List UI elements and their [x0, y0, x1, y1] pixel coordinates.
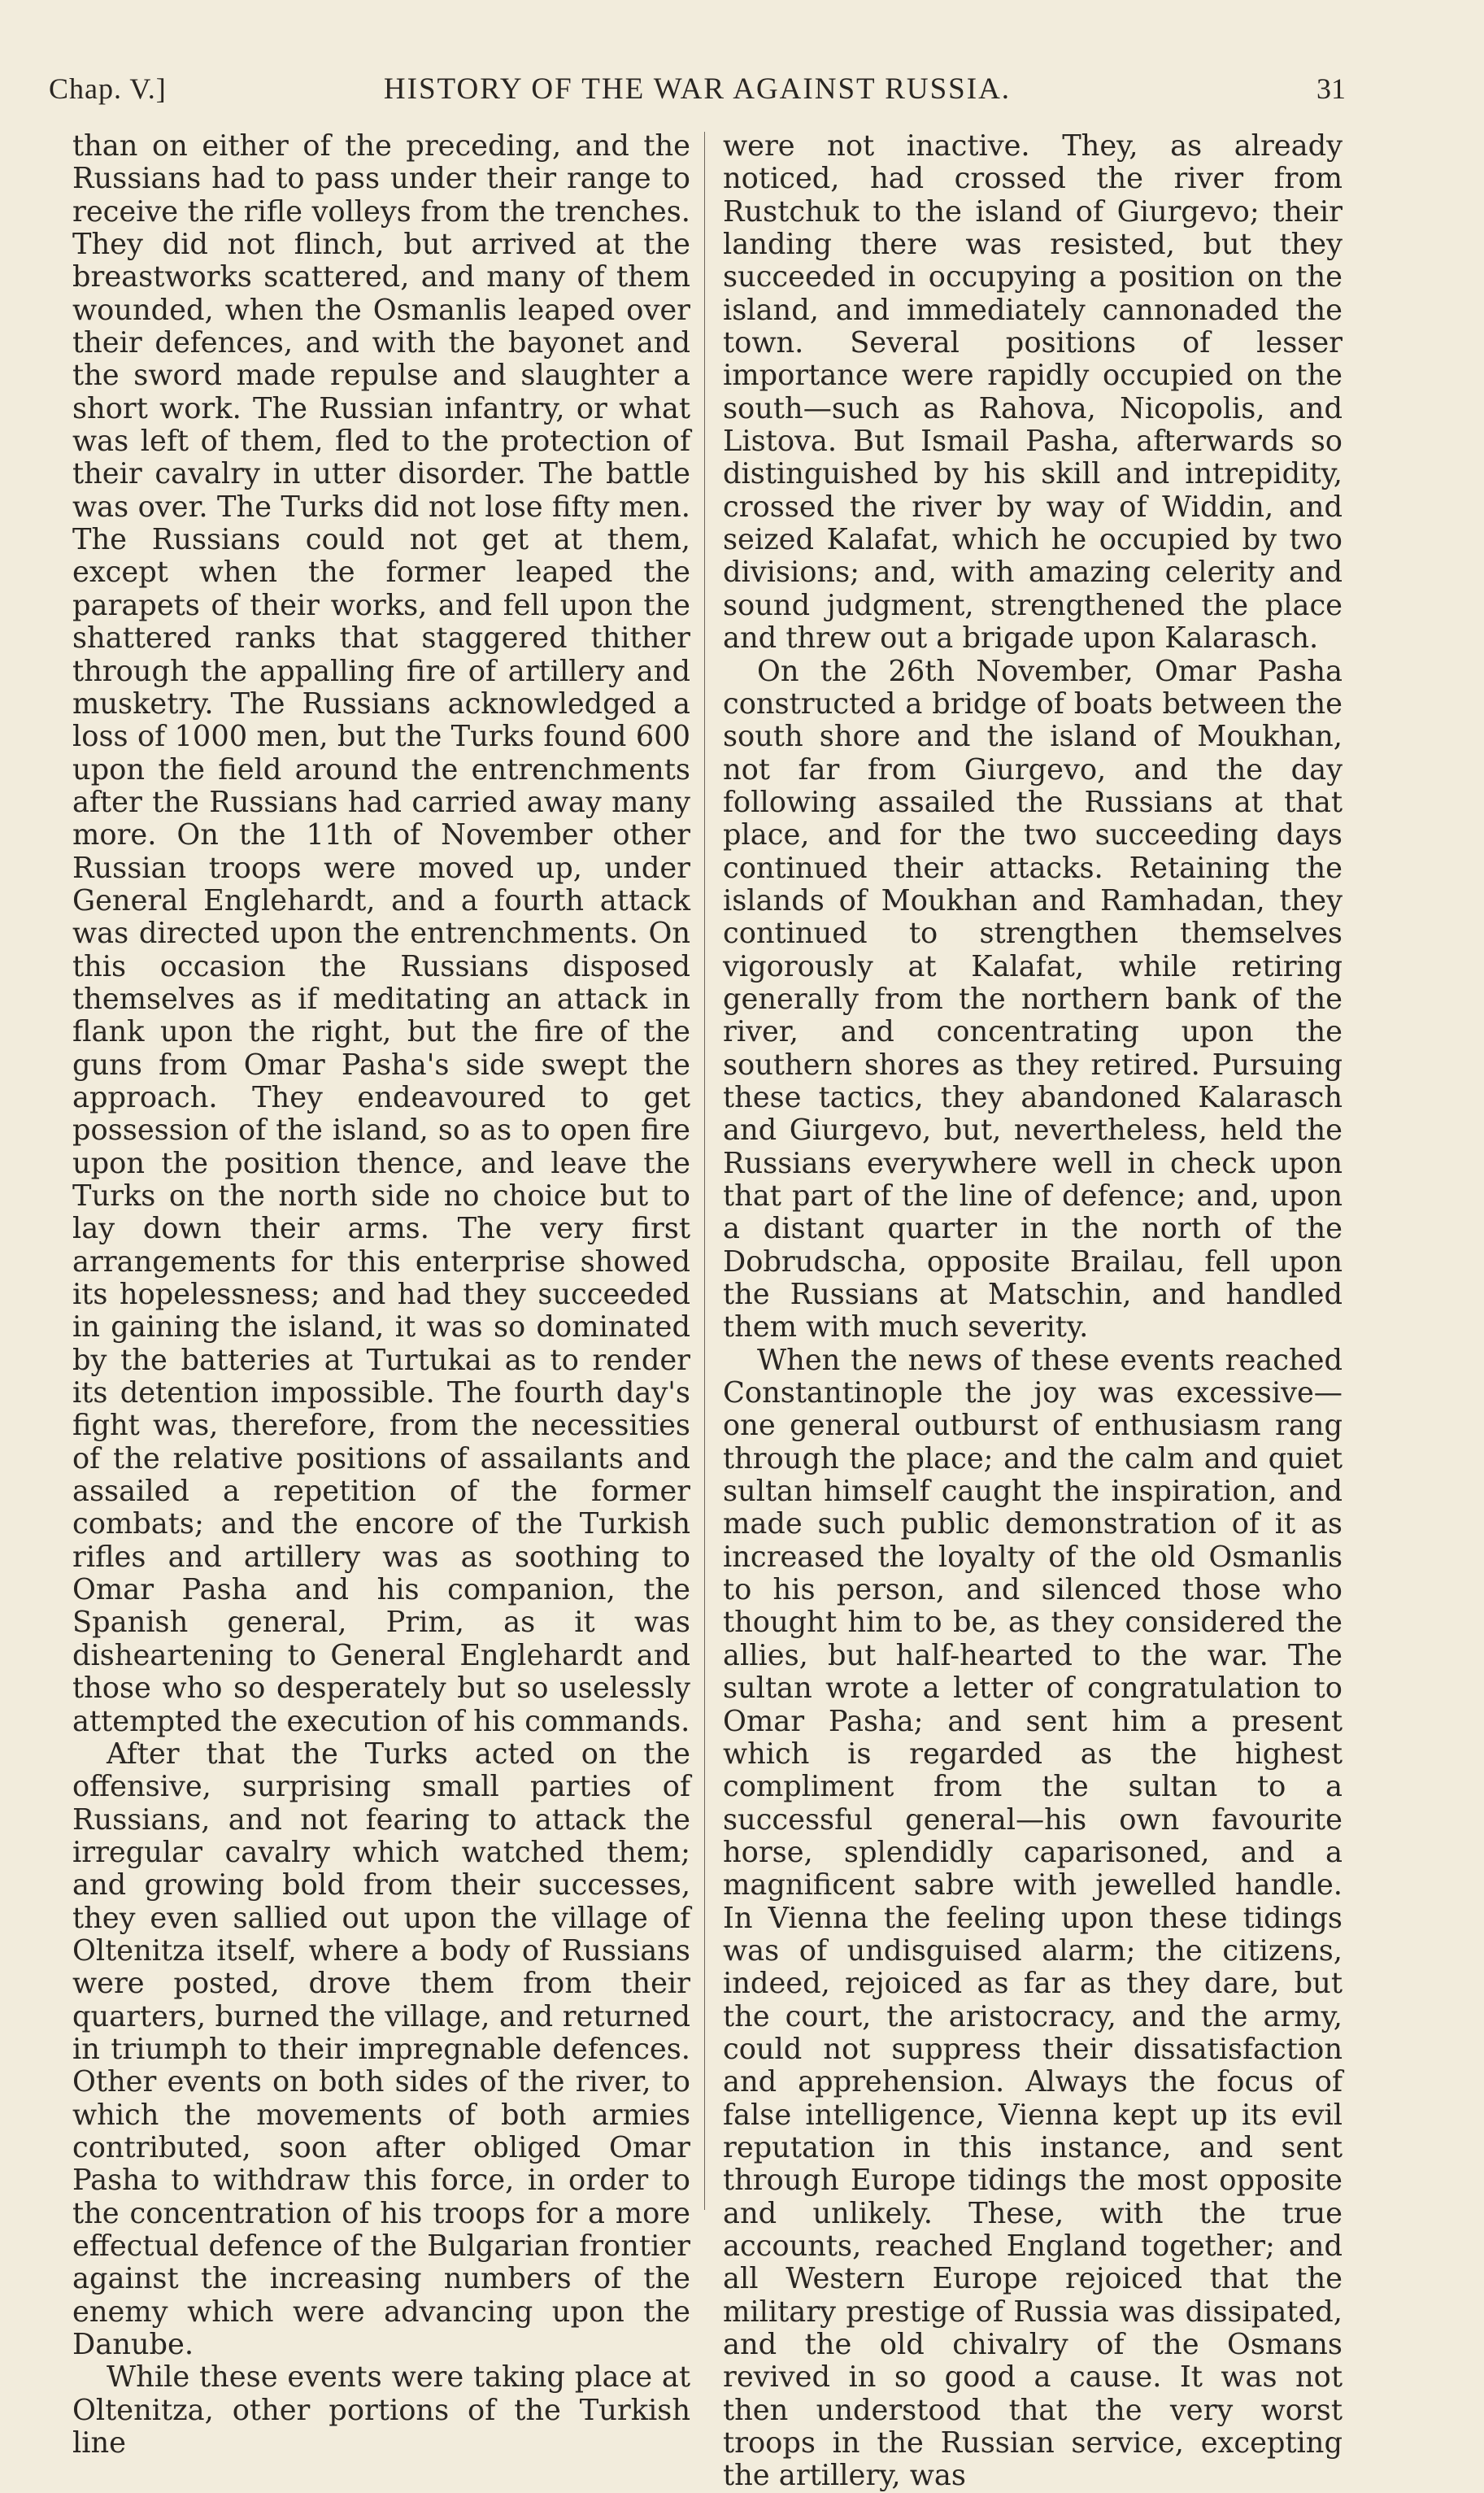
column-divider: [704, 132, 705, 2210]
paragraph: After that the Turks acted on the offensive, surprising small parties of Russians, and not fearing to attack the irregular cavalry which watched them; and growing bold from their successes, they even sallied out upon the village of Oltenitza itself, where a body of Russians were posted, drove them from their quarters, burned the village, and returned in triumph to their impregnable defences. Other events on both sides of the river, to which the movements of both armies contributed, soon after obliged Omar Pasha to withdraw this force, in order to the concentration of his troops for a more effectual defence of the Bulgarian frontier against the increasing numbers of the enemy which were advancing upon the Danube.: [72, 1737, 690, 2362]
paragraph: were not inactive. They, as already noticed, had crossed the river from Rustchuk to the island of Giurgevo; their landing there was resisted, but they succeeded in occupying a position on the island, and immediately cannonaded the town. Several positions of lesser importance were rapidly occupied on the south—such as Rahova, Nicopolis, and Listova. But Ismail Pasha, afterwards so distinguished by his skill and intrepidity, crossed the river by way of Widdin, and seized Kalafat, which he occupied by two divisions; and, with amazing celerity and sound judgment, strengthened the place and threw out a brigade upon Kalarasch.: [723, 129, 1343, 656]
paragraph: On the 26th November, Omar Pasha constructed a bridge of boats between the south shore and the island of Moukhan, not far from Giurgevo, and the day following assailed the Russians at that place, and for the two succeeding days continued their attacks. Retaining the islands of Moukhan and Ramhadan, they continued to strengthen themselves vigorously at Kalafat, while retiring generally from the northern bank of the river, and concentrating upon the southern shores as they retired. Pursuing these tactics, they abandoned Kalarasch and Giurgevo, but, nevertheless, held the Russians everywhere well in check upon that part of the line of defence; and, upon a distant quarter in the north of the Dobrudscha, opposite Brailau, fell upon the Russians at Matschin, and handled them with much severity.: [723, 654, 1343, 1345]
right-column: [723, 129, 1343, 2493]
paragraph: than on either of the preceding, and the Russians had to pass under their range to receive the rifle volleys from the trenches. They did not flinch, but arrived at the breastworks scattered, and many of them wounded, when the Osmanlis leaped over their defences, and with the bayonet and the sword made repulse and slaughter a short work. The Russian infantry, or what was left of them, fled to the protection of their cavalry in utter disorder. The battle was over. The Turks did not lose fifty men. The Russians could not get at them, except when the former leaped the parapets of their works, and fell upon the shattered ranks that staggered thither through the appalling fire of artillery and musketry. The Russians acknowledged a loss of 1000 men, but the Turks found 600 upon the field around the entrenchments after the Russians had carried away many more. On the 11th of November other Russian troops were moved up, under General Englehardt, and a fourth attack was directed upon the entrenchments. On this occasion the Russians disposed themselves as if meditating an attack in flank upon the right, but the fire of the guns from Omar Pasha's side swept the approach. They endeavoured to get possession of the island, so as to open fire upon the position thence, and leave the Turks on the north side no choice but to lay down their arms. The very first arrangements for this enterprise showed its hopelessness; and had they succeeded in gaining the island, it was so dominated by the batteries at Turtukai as to render its detention impossible. The fourth day's fight was, therefore, from the necessities of the relative positions of assailants and assailed a repetition of the former combats; and the encore of the Turkish rifles and artillery was as soothing to Omar Pasha and his companion, the Spanish general, Prim, as it was disheartening to General Englehardt and those who so desperately but so uselessly attempted the execution of his commands.: [72, 129, 690, 1738]
chapter-label: Chap. V.]: [49, 72, 167, 105]
page-number: 31: [1316, 72, 1346, 105]
left-column: [72, 129, 690, 2460]
paragraph: While these events were taking place at Oltenitza, other portions of the Turkish line: [72, 2360, 690, 2460]
running-header: [49, 72, 1346, 120]
paragraph: When the news of these events reached Constantinople the joy was excessive—one general outburst of enthusiasm rang through the place; and the calm and quiet sultan himself caught the inspiration, and made such public demonstration of it as increased the loyalty of the old Osmanlis to his person, and silenced those who thought him to be, as they considered the allies, but half-hearted to the war. The sultan wrote a letter of congratulation to Omar Pasha; and sent him a present which is regarded as the highest compliment from the sultan to a successful general—his own favourite horse, splendidly caparisoned, and a magnificent sabre with jewelled handle. In Vienna the feeling upon these tidings was of undisguised alarm; the citizens, indeed, rejoiced as far as they dare, but the court, the aristocracy, and the army, could not suppress their dissatisfaction and apprehension. Always the focus of false intelligence, Vienna kept up its evil reputation in this instance, and sent through Europe tidings the most opposite and unlikely. These, with the true accounts, reached England together; and all Western Europe rejoiced that the military prestige of Russia was dissipated, and the old chivalry of the Osmans revived in so good a cause. It was not then understood that the very worst troops in the Russian service, excepting the artillery, was: [723, 1343, 1343, 2493]
running-title: HISTORY OF THE WAR AGAINST RUSSIA.: [383, 72, 1012, 106]
